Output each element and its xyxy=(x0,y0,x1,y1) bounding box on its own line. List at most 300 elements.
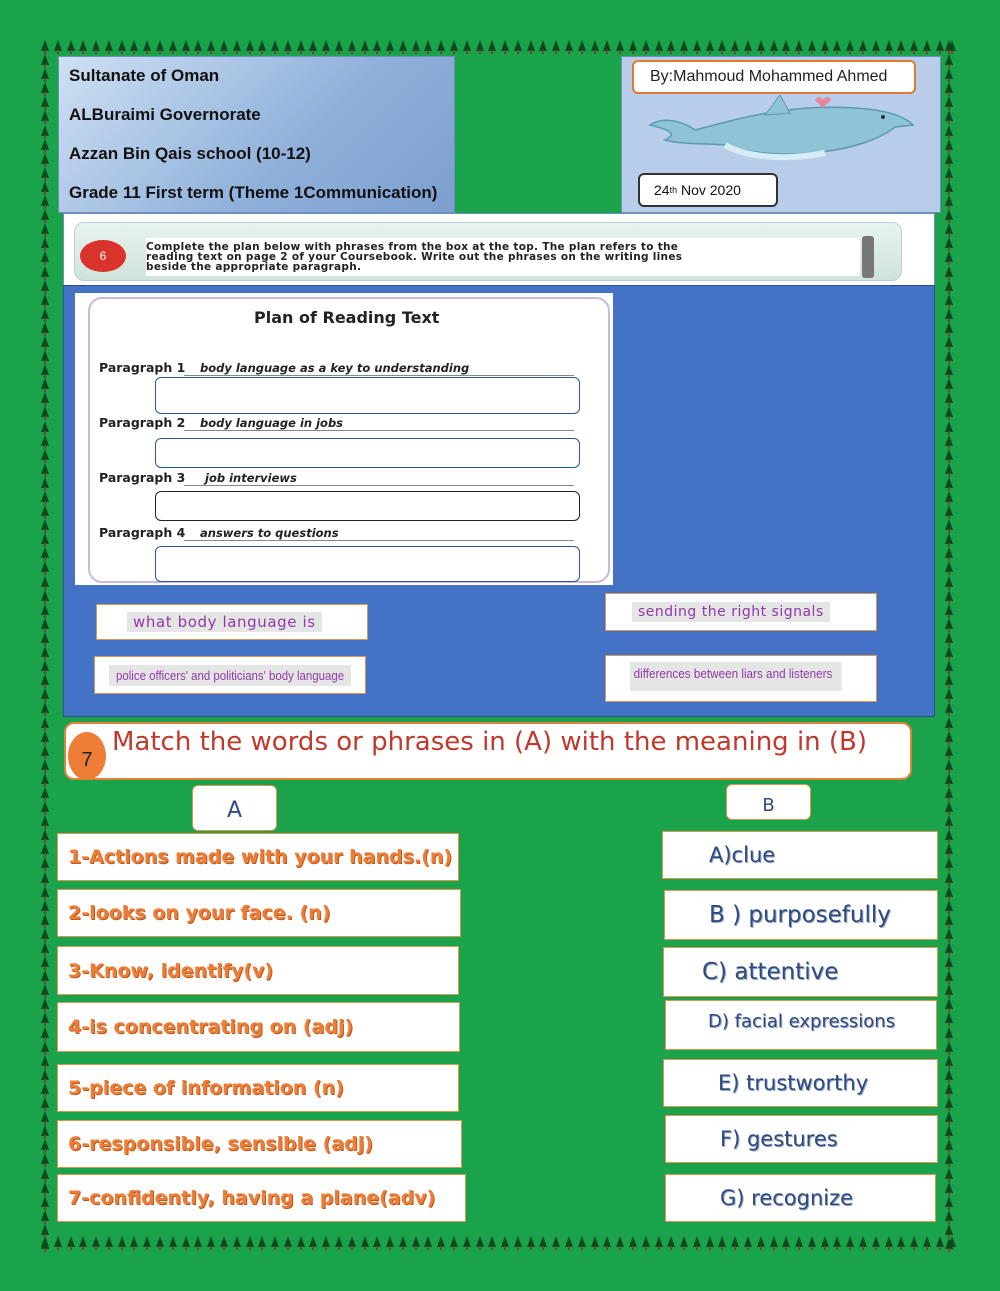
tree-icon xyxy=(781,1236,791,1250)
tree-icon xyxy=(944,505,954,519)
tree-icon xyxy=(730,1236,740,1250)
tree-icon xyxy=(321,40,331,54)
match-b-item-f[interactable]: F) gestures xyxy=(665,1115,938,1163)
tree-icon xyxy=(551,1236,561,1250)
tree-icon xyxy=(449,40,459,54)
tree-icon xyxy=(40,561,50,575)
tree-icon xyxy=(944,942,954,956)
tree-icon xyxy=(40,40,50,54)
tree-icon xyxy=(104,40,114,54)
task6-instruction-line: beside the appropriate paragraph. xyxy=(146,261,362,273)
tree-icon xyxy=(270,1236,280,1250)
tree-icon xyxy=(487,1236,497,1250)
tree-icon xyxy=(40,674,50,688)
tree-icon xyxy=(944,1125,954,1139)
tree-icon xyxy=(944,153,954,167)
tree-icon xyxy=(193,40,203,54)
tree-icon xyxy=(181,40,191,54)
tree-icon xyxy=(91,40,101,54)
tree-icon xyxy=(730,40,740,54)
tree-icon xyxy=(944,68,954,82)
tree-icon xyxy=(40,900,50,914)
tree-border-right xyxy=(944,40,958,1252)
tree-icon xyxy=(944,604,954,618)
tree-icon xyxy=(944,1224,954,1238)
tree-icon xyxy=(944,618,954,632)
tree-icon xyxy=(104,1236,114,1250)
tree-icon xyxy=(807,1236,817,1250)
tree-icon xyxy=(40,110,50,124)
tree-icon xyxy=(40,604,50,618)
tree-icon xyxy=(117,40,127,54)
tree-icon xyxy=(944,632,954,646)
tree-icon xyxy=(283,40,293,54)
tree-icon xyxy=(944,1069,954,1083)
tree-icon xyxy=(944,223,954,237)
tree-icon xyxy=(590,1236,600,1250)
tree-icon xyxy=(40,717,50,731)
tree-icon xyxy=(577,40,587,54)
tree-icon xyxy=(245,40,255,54)
tree-icon xyxy=(944,209,954,223)
tree-icon xyxy=(232,1236,242,1250)
tree-icon xyxy=(820,1236,830,1250)
phrase-card-3[interactable] xyxy=(94,656,366,694)
tree-icon xyxy=(944,998,954,1012)
tree-icon xyxy=(628,40,638,54)
tree-icon xyxy=(944,533,954,547)
tree-icon xyxy=(40,139,50,153)
tree-icon xyxy=(257,1236,267,1250)
tree-icon xyxy=(820,40,830,54)
dolphin-illustration xyxy=(645,95,925,170)
tree-icon xyxy=(40,477,50,491)
match-a-item-7[interactable]: 7-confidently, having a plane(adv) xyxy=(57,1174,466,1222)
tree-icon xyxy=(40,1055,50,1069)
tree-icon xyxy=(884,1236,894,1250)
paragraph-label: Paragraph 2 xyxy=(99,415,186,430)
tree-icon xyxy=(944,1210,954,1224)
tree-icon xyxy=(40,82,50,96)
tree-icon xyxy=(909,1236,919,1250)
tree-icon xyxy=(40,322,50,336)
phrase-text: differences between liars and listeners xyxy=(630,662,841,691)
date-suffix: th xyxy=(669,185,678,195)
tree-icon xyxy=(40,519,50,533)
tree-icon xyxy=(40,1111,50,1125)
tree-icon xyxy=(40,1069,50,1083)
tree-icon xyxy=(944,350,954,364)
tree-icon xyxy=(40,96,50,110)
tree-icon xyxy=(602,40,612,54)
tree-icon xyxy=(40,181,50,195)
tree-icon xyxy=(944,280,954,294)
tree-icon xyxy=(40,54,50,68)
match-b-item-b[interactable]: B ) purposefully xyxy=(664,890,938,940)
tree-icon xyxy=(40,576,50,590)
tree-icon xyxy=(858,1236,868,1250)
tree-icon xyxy=(411,1236,421,1250)
tree-icon xyxy=(40,378,50,392)
grade-label: Grade 11 First term (Theme 1Communication) xyxy=(69,183,438,202)
tree-icon xyxy=(944,378,954,392)
tree-icon xyxy=(944,463,954,477)
tree-icon xyxy=(40,998,50,1012)
governorate-label: ALBuraimi Governorate xyxy=(69,105,261,124)
tree-icon xyxy=(944,1238,954,1252)
tree-icon xyxy=(500,1236,510,1250)
tree-icon xyxy=(40,266,50,280)
tree-icon xyxy=(944,449,954,463)
school-label: Azzan Bin Qais school (10-12) xyxy=(69,144,311,163)
paragraph-label: Paragraph 3 xyxy=(99,470,186,485)
tree-icon xyxy=(372,40,382,54)
answer-box-paragraph-3[interactable] xyxy=(155,491,580,521)
tree-icon xyxy=(944,435,954,449)
tree-icon xyxy=(40,294,50,308)
tree-icon xyxy=(769,1236,779,1250)
tree-icon xyxy=(944,1083,954,1097)
tree-icon xyxy=(40,364,50,378)
tree-icon xyxy=(308,1236,318,1250)
tree-icon xyxy=(944,181,954,195)
tree-icon xyxy=(66,40,76,54)
tree-icon xyxy=(206,40,216,54)
tree-icon xyxy=(462,40,472,54)
tree-icon xyxy=(40,153,50,167)
tree-icon xyxy=(270,40,280,54)
tree-icon xyxy=(628,1236,638,1250)
tree-icon xyxy=(423,40,433,54)
tree-icon xyxy=(245,1236,255,1250)
tree-icon xyxy=(832,40,842,54)
tree-icon xyxy=(944,195,954,209)
tree-icon xyxy=(896,40,906,54)
writing-line xyxy=(184,375,574,376)
tree-icon xyxy=(40,843,50,857)
phrase-text: police officers' and politicians' body language xyxy=(109,665,351,686)
tree-icon xyxy=(142,1236,152,1250)
tree-icon xyxy=(40,167,50,181)
tree-icon xyxy=(398,1236,408,1250)
tree-icon xyxy=(944,421,954,435)
tree-icon xyxy=(944,266,954,280)
tree-icon xyxy=(717,40,727,54)
tree-icon xyxy=(944,674,954,688)
tree-icon xyxy=(743,1236,753,1250)
answer-box-paragraph-4[interactable] xyxy=(155,546,580,582)
tree-icon xyxy=(871,1236,881,1250)
phrase-text: what body language is xyxy=(127,612,322,632)
match-b-item-d[interactable]: D) facial expressions xyxy=(665,1000,937,1050)
tree-icon xyxy=(845,40,855,54)
tree-icon xyxy=(142,40,152,54)
task7-number-badge: 7 xyxy=(68,732,106,780)
tree-icon xyxy=(436,1236,446,1250)
tree-icon xyxy=(411,40,421,54)
tree-icon xyxy=(615,40,625,54)
answer-box-paragraph-2[interactable] xyxy=(155,438,580,468)
tree-icon xyxy=(40,1041,50,1055)
phrase-text: sending the right signals xyxy=(632,602,830,622)
tree-icon xyxy=(40,829,50,843)
tree-icon xyxy=(666,1236,676,1250)
tree-icon xyxy=(944,688,954,702)
tree-icon xyxy=(654,40,664,54)
date-day: 24 xyxy=(654,182,670,198)
paragraph-label: Paragraph 1 xyxy=(99,360,186,375)
tree-icon xyxy=(944,702,954,716)
tree-icon xyxy=(360,40,370,54)
tree-icon xyxy=(944,576,954,590)
tree-icon xyxy=(398,40,408,54)
tree-icon xyxy=(40,984,50,998)
tree-icon xyxy=(944,914,954,928)
date-month-year: Nov 2020 xyxy=(677,182,741,198)
tree-icon xyxy=(53,1236,63,1250)
tree-icon xyxy=(40,251,50,265)
tree-icon xyxy=(385,1236,395,1250)
tree-icon xyxy=(296,40,306,54)
phrase-card-2[interactable] xyxy=(605,593,877,631)
paragraph-topic: job interviews xyxy=(205,471,297,485)
tree-icon xyxy=(944,1139,954,1153)
tree-icon xyxy=(40,1182,50,1196)
tree-icon xyxy=(219,1236,229,1250)
tree-icon xyxy=(944,336,954,350)
tree-icon xyxy=(40,209,50,223)
country-label: Sultanate of Oman xyxy=(69,66,220,85)
tree-icon xyxy=(308,40,318,54)
match-a-item-4[interactable]: 4-is concentrating on (adj) xyxy=(57,1002,460,1052)
match-a-item-5[interactable]: 5-piece of information (n) xyxy=(57,1064,459,1112)
tree-icon xyxy=(944,970,954,984)
tree-icon xyxy=(944,406,954,420)
tree-icon xyxy=(944,519,954,533)
tree-icon xyxy=(436,40,446,54)
tree-icon xyxy=(40,1168,50,1182)
tree-icon xyxy=(219,40,229,54)
tree-icon xyxy=(944,308,954,322)
tree-icon xyxy=(944,139,954,153)
tree-icon xyxy=(40,590,50,604)
tree-icon xyxy=(40,942,50,956)
task6-number-badge: 6 xyxy=(80,240,126,272)
paragraph-topic: answers to questions xyxy=(200,526,339,540)
tree-icon xyxy=(602,1236,612,1250)
tree-icon xyxy=(564,1236,574,1250)
tree-icon xyxy=(526,40,536,54)
tree-icon xyxy=(40,914,50,928)
tree-icon xyxy=(615,1236,625,1250)
tree-icon xyxy=(334,40,344,54)
match-b-item-e[interactable]: E) trustworthy xyxy=(663,1059,938,1107)
tree-icon xyxy=(944,364,954,378)
school-info-panel xyxy=(58,56,455,213)
tree-icon xyxy=(944,561,954,575)
phrase-card-1[interactable] xyxy=(96,604,368,640)
tree-icon xyxy=(944,294,954,308)
tree-icon xyxy=(500,40,510,54)
tree-icon xyxy=(40,886,50,900)
tree-icon xyxy=(944,759,954,773)
tree-icon xyxy=(944,815,954,829)
tree-icon xyxy=(283,1236,293,1250)
tree-icon xyxy=(944,1196,954,1210)
tree-icon xyxy=(944,900,954,914)
paragraph-topic: body language as a key to understanding xyxy=(200,361,470,375)
tree-icon xyxy=(40,928,50,942)
match-b-item-g[interactable]: G) recognize xyxy=(665,1174,936,1222)
tree-icon xyxy=(944,801,954,815)
tree-icon xyxy=(944,857,954,871)
tree-icon xyxy=(40,1012,50,1026)
tree-icon xyxy=(40,280,50,294)
tree-icon xyxy=(40,970,50,984)
tree-icon xyxy=(705,1236,715,1250)
match-a-item-3[interactable]: 3-Know, identify(v) xyxy=(57,946,459,995)
tree-icon xyxy=(347,40,357,54)
match-a-item-2[interactable]: 2-looks on your face. (n) xyxy=(57,889,461,937)
tree-icon xyxy=(193,1236,203,1250)
tree-icon xyxy=(40,646,50,660)
tree-icon xyxy=(513,1236,523,1250)
tree-icon xyxy=(944,82,954,96)
tree-icon xyxy=(40,872,50,886)
tree-icon xyxy=(78,40,88,54)
tree-icon xyxy=(944,547,954,561)
tree-icon xyxy=(40,336,50,350)
tree-icon xyxy=(40,632,50,646)
tree-icon xyxy=(743,40,753,54)
tree-icon xyxy=(769,40,779,54)
paragraph-topic: body language in jobs xyxy=(200,416,344,430)
tree-icon xyxy=(717,1236,727,1250)
tree-icon xyxy=(40,449,50,463)
tree-icon xyxy=(40,815,50,829)
tree-icon xyxy=(756,40,766,54)
tree-icon xyxy=(257,40,267,54)
tree-icon xyxy=(513,40,523,54)
tree-icon xyxy=(40,1224,50,1238)
task6-bar-edge xyxy=(862,236,874,278)
tree-icon xyxy=(40,618,50,632)
task6-instruction-line: Complete the plan below with phrases from the box at the top. The plan refers to the xyxy=(146,241,679,253)
tree-icon xyxy=(40,731,50,745)
tree-icon xyxy=(944,956,954,970)
tree-icon xyxy=(944,392,954,406)
tree-icon xyxy=(40,421,50,435)
tree-icon xyxy=(40,1097,50,1111)
tree-border-bottom xyxy=(40,1236,958,1252)
tree-icon xyxy=(909,40,919,54)
tree-icon xyxy=(922,1236,932,1250)
tree-icon xyxy=(944,477,954,491)
tree-icon xyxy=(794,1236,804,1250)
tree-icon xyxy=(40,857,50,871)
tree-icon xyxy=(944,1153,954,1167)
writing-line xyxy=(184,430,574,431)
tree-icon xyxy=(944,1097,954,1111)
tree-icon xyxy=(360,1236,370,1250)
tree-icon xyxy=(385,40,395,54)
match-b-item-c[interactable]: C) attentive xyxy=(663,947,938,997)
plan-title: Plan of Reading Text xyxy=(254,308,440,327)
tree-icon xyxy=(155,1236,165,1250)
tree-icon xyxy=(944,237,954,251)
tree-icon xyxy=(155,40,165,54)
tree-icon xyxy=(944,843,954,857)
tree-icon xyxy=(944,646,954,660)
tree-icon xyxy=(666,40,676,54)
tree-icon xyxy=(40,350,50,364)
tree-icon xyxy=(679,40,689,54)
answer-box-paragraph-1[interactable] xyxy=(155,377,580,414)
column-b-header: B xyxy=(726,784,811,820)
date-label xyxy=(638,173,778,207)
tree-icon xyxy=(40,660,50,674)
match-a-item-1[interactable]: 1-Actions made with your hands.(n) xyxy=(57,833,459,881)
phrase-card-4[interactable] xyxy=(605,655,877,702)
tree-icon xyxy=(40,223,50,237)
tree-icon xyxy=(944,1027,954,1041)
writing-line xyxy=(184,485,574,486)
tree-icon xyxy=(944,872,954,886)
task6-instruction xyxy=(146,238,860,276)
tree-icon xyxy=(944,660,954,674)
tree-icon xyxy=(40,308,50,322)
match-a-item-6[interactable]: 6-responsible, sensible (adj) xyxy=(57,1120,462,1168)
tree-icon xyxy=(40,1139,50,1153)
tree-icon xyxy=(40,237,50,251)
tree-icon xyxy=(129,1236,139,1250)
tree-icon xyxy=(334,1236,344,1250)
tree-icon xyxy=(66,1236,76,1250)
tree-icon xyxy=(944,717,954,731)
tree-icon xyxy=(944,1041,954,1055)
tree-icon xyxy=(40,505,50,519)
writing-line xyxy=(184,540,574,541)
tree-icon xyxy=(168,40,178,54)
tree-icon xyxy=(590,40,600,54)
tree-icon xyxy=(922,40,932,54)
tree-icon xyxy=(944,787,954,801)
tree-icon xyxy=(944,125,954,139)
tree-icon xyxy=(944,731,954,745)
tree-icon xyxy=(117,1236,127,1250)
tree-icon xyxy=(53,40,63,54)
tree-icon xyxy=(40,1027,50,1041)
tree-icon xyxy=(40,1196,50,1210)
tree-icon xyxy=(40,956,50,970)
tree-icon xyxy=(449,1236,459,1250)
tree-icon xyxy=(944,1182,954,1196)
tree-icon xyxy=(487,40,497,54)
tree-icon xyxy=(944,1168,954,1182)
tree-icon xyxy=(40,68,50,82)
tree-icon xyxy=(40,406,50,420)
tree-icon xyxy=(538,40,548,54)
tree-icon xyxy=(944,251,954,265)
tree-icon xyxy=(40,787,50,801)
tree-icon xyxy=(551,40,561,54)
match-b-item-a[interactable]: A)clue xyxy=(662,831,938,879)
paragraph-label: Paragraph 4 xyxy=(99,525,186,540)
tree-icon xyxy=(40,463,50,477)
tree-icon xyxy=(871,40,881,54)
tree-icon xyxy=(944,829,954,843)
tree-icon xyxy=(40,435,50,449)
